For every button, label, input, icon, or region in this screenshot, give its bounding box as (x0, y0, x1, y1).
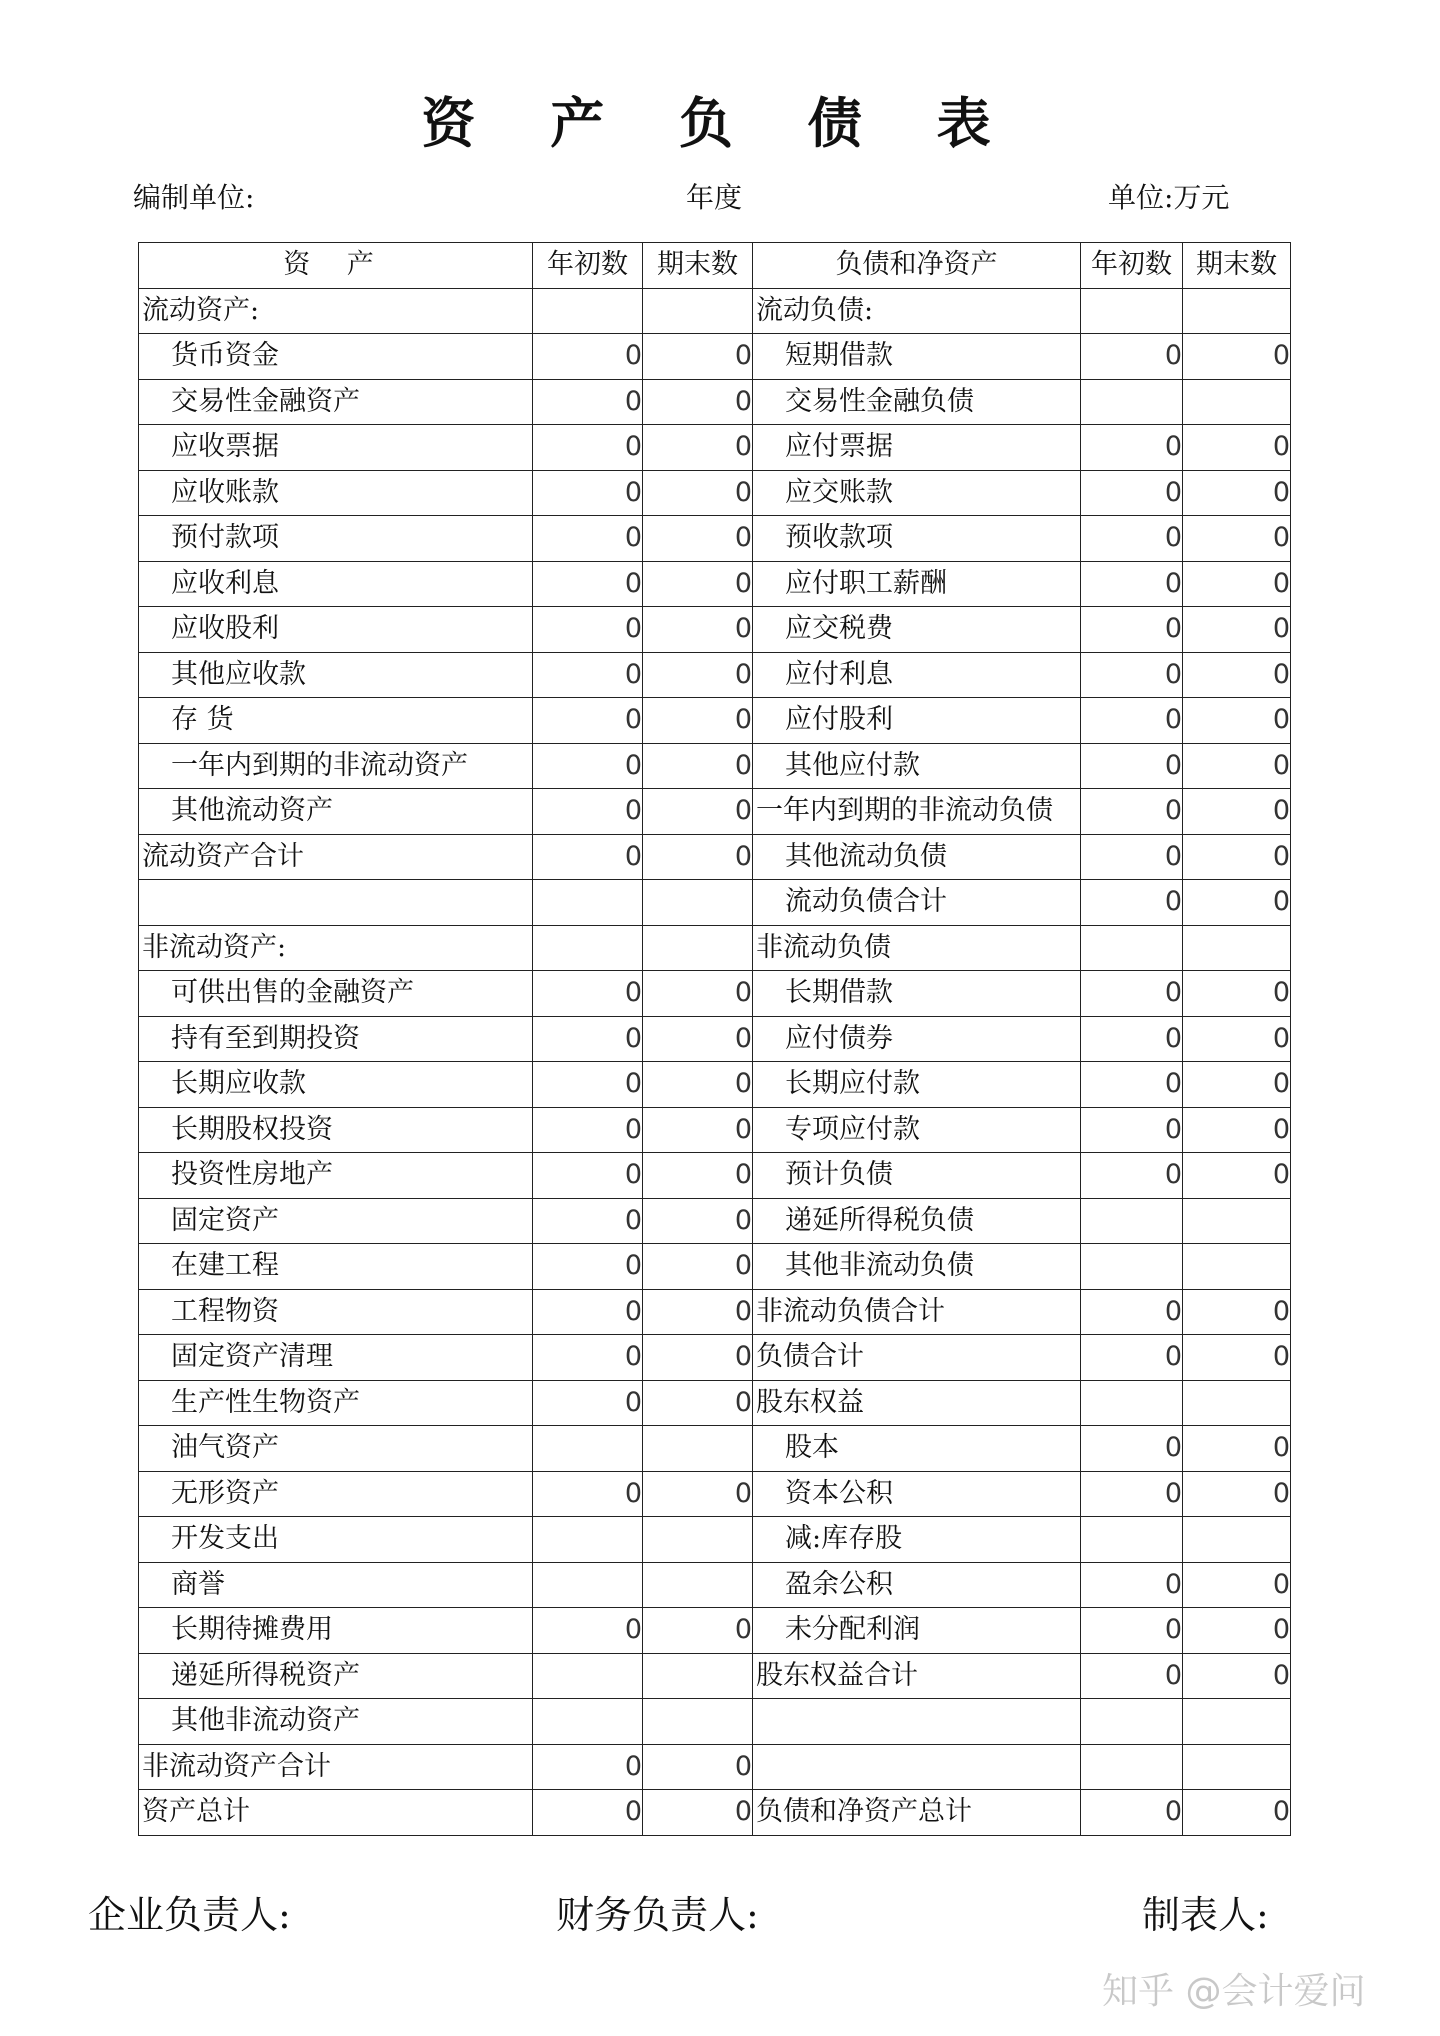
table-row (139, 1198, 1291, 1244)
asset-item-cell: 长期股权投资 (139, 1107, 533, 1153)
asset-begin-cell: 0 (533, 1744, 643, 1790)
asset-end-cell: 0 (643, 1198, 753, 1244)
asset-begin-cell: 0 (533, 1198, 643, 1244)
asset-item-cell: 可供出售的金融资产 (139, 971, 533, 1017)
liability-item-cell: 一年内到期的非流动负债 (753, 789, 1081, 835)
table-row (139, 1062, 1291, 1108)
asset-end-cell: 0 (643, 971, 753, 1017)
table-row (139, 1244, 1291, 1290)
liability-begin-cell: 0 (1081, 1289, 1183, 1335)
asset-end-cell (643, 288, 753, 334)
table-row (139, 925, 1291, 971)
table-row (139, 288, 1291, 334)
asset-item-cell: 资产总计 (139, 1790, 533, 1836)
asset-item-cell: 货币资金 (139, 334, 533, 380)
liability-item-cell: 其他应付款 (753, 743, 1081, 789)
liability-item-cell: 流动负债合计 (753, 880, 1081, 926)
liability-item-cell: 流动负债: (753, 288, 1081, 334)
liability-begin-cell: 0 (1081, 698, 1183, 744)
asset-begin-cell: 0 (533, 1790, 643, 1836)
asset-end-cell: 0 (643, 1062, 753, 1108)
table-row (139, 1699, 1291, 1745)
liability-end-cell: 0 (1183, 834, 1291, 880)
liability-end-cell: 0 (1183, 516, 1291, 562)
liability-end-cell: 0 (1183, 1426, 1291, 1472)
table-row (139, 1289, 1291, 1335)
liability-begin-cell: 0 (1081, 1062, 1183, 1108)
table-row (139, 1517, 1291, 1563)
liability-item-cell: 预收款项 (753, 516, 1081, 562)
liability-end-cell (1183, 288, 1291, 334)
asset-begin-cell: 0 (533, 743, 643, 789)
asset-begin-cell (533, 1562, 643, 1608)
asset-item-cell: 油气资产 (139, 1426, 533, 1472)
liability-item-cell: 应付股利 (753, 698, 1081, 744)
asset-item-cell: 生产性生物资产 (139, 1380, 533, 1426)
asset-item-cell: 非流动资产合计 (139, 1744, 533, 1790)
liability-item-cell: 应付利息 (753, 652, 1081, 698)
table-body (139, 288, 1291, 1835)
asset-item-cell: 非流动资产: (139, 925, 533, 971)
asset-begin-cell: 0 (533, 1107, 643, 1153)
page-title: 资 产 负 债 表 (421, 91, 1019, 155)
liability-begin-cell: 0 (1081, 1790, 1183, 1836)
liability-end-cell: 0 (1183, 425, 1291, 471)
liability-end-cell: 0 (1183, 470, 1291, 516)
table-row (139, 1380, 1291, 1426)
liability-begin-cell (1081, 925, 1183, 971)
liability-item-cell: 非流动负债合计 (753, 1289, 1081, 1335)
preparing-unit-label: 编制单位: (133, 181, 255, 214)
liability-end-cell: 0 (1183, 607, 1291, 653)
table-row (139, 1107, 1291, 1153)
table-row (139, 516, 1291, 562)
asset-begin-cell: 0 (533, 1062, 643, 1108)
liability-begin-cell: 0 (1081, 971, 1183, 1017)
asset-end-cell: 0 (643, 789, 753, 835)
table-row (139, 789, 1291, 835)
table-row (139, 607, 1291, 653)
asset-end-cell: 0 (643, 1380, 753, 1426)
liability-item-cell: 应付债券 (753, 1016, 1081, 1062)
asset-begin-cell: 0 (533, 1335, 643, 1381)
table-row (139, 1653, 1291, 1699)
table-row (139, 698, 1291, 744)
asset-begin-cell (533, 1517, 643, 1563)
liability-item-cell: 股本 (753, 1426, 1081, 1472)
footer-preparer-label: 制表人: (1142, 1893, 1269, 1937)
asset-begin-cell: 0 (533, 1471, 643, 1517)
asset-end-cell: 0 (643, 652, 753, 698)
liability-end-cell: 0 (1183, 698, 1291, 744)
table-header-row (139, 243, 1291, 289)
liability-begin-cell (1081, 1517, 1183, 1563)
liability-end-cell (1183, 1244, 1291, 1290)
asset-begin-cell: 0 (533, 1244, 643, 1290)
asset-item-cell: 其他非流动资产 (139, 1699, 533, 1745)
liability-begin-cell: 0 (1081, 1653, 1183, 1699)
liability-begin-cell (1081, 1244, 1183, 1290)
asset-end-cell: 0 (643, 834, 753, 880)
asset-begin-cell: 0 (533, 1380, 643, 1426)
asset-item-cell: 应收利息 (139, 561, 533, 607)
table-row (139, 1335, 1291, 1381)
liability-begin-cell: 0 (1081, 1107, 1183, 1153)
asset-item-cell: 应收股利 (139, 607, 533, 653)
liability-begin-cell (1081, 1198, 1183, 1244)
table-row (139, 1744, 1291, 1790)
asset-item-cell (139, 880, 533, 926)
liability-item-cell: 减:库存股 (753, 1517, 1081, 1563)
asset-end-cell: 0 (643, 1289, 753, 1335)
liability-begin-cell: 0 (1081, 561, 1183, 607)
asset-begin-cell (533, 1426, 643, 1472)
asset-end-cell: 0 (643, 743, 753, 789)
asset-begin-cell: 0 (533, 334, 643, 380)
asset-item-cell: 预付款项 (139, 516, 533, 562)
asset-end-cell: 0 (643, 379, 753, 425)
asset-begin-cell: 0 (533, 379, 643, 425)
asset-end-cell: 0 (643, 698, 753, 744)
liability-begin-cell: 0 (1081, 880, 1183, 926)
watermark: 知乎 @会计爱问 (1102, 1971, 1366, 2012)
liability-end-cell: 0 (1183, 1107, 1291, 1153)
asset-end-cell (643, 1653, 753, 1699)
asset-end-cell: 0 (643, 334, 753, 380)
liability-begin-cell: 0 (1081, 334, 1183, 380)
asset-begin-cell: 0 (533, 516, 643, 562)
year-label: 年度 (686, 181, 743, 214)
liability-end-cell: 0 (1183, 880, 1291, 926)
liability-begin-cell: 0 (1081, 1335, 1183, 1381)
liability-item-cell: 非流动负债 (753, 925, 1081, 971)
asset-begin-cell (533, 925, 643, 971)
liability-item-cell: 负债和净资产总计 (753, 1790, 1081, 1836)
asset-end-cell (643, 1517, 753, 1563)
liability-end-cell: 0 (1183, 1471, 1291, 1517)
asset-item-cell: 开发支出 (139, 1517, 533, 1563)
liability-end-cell: 0 (1183, 789, 1291, 835)
asset-begin-cell: 0 (533, 971, 643, 1017)
liability-begin-cell: 0 (1081, 1471, 1183, 1517)
liability-item-cell: 应付票据 (753, 425, 1081, 471)
liability-item-cell: 股东权益 (753, 1380, 1081, 1426)
liability-end-cell: 0 (1183, 1653, 1291, 1699)
liability-item-cell: 负债合计 (753, 1335, 1081, 1381)
liability-end-cell: 0 (1183, 1153, 1291, 1199)
header-liability: 负债和净资产 (753, 243, 1081, 289)
liability-begin-cell (1081, 1699, 1183, 1745)
liability-end-cell (1183, 1380, 1291, 1426)
liability-begin-cell: 0 (1081, 1426, 1183, 1472)
table-row (139, 334, 1291, 380)
liability-end-cell (1183, 925, 1291, 971)
liability-begin-cell: 0 (1081, 834, 1183, 880)
liability-begin-cell: 0 (1081, 425, 1183, 471)
table-row (139, 425, 1291, 471)
liability-end-cell: 0 (1183, 1062, 1291, 1108)
asset-item-cell: 固定资产 (139, 1198, 533, 1244)
liability-item-cell (753, 1744, 1081, 1790)
currency-unit-label: 单位:万元 (1108, 181, 1230, 214)
asset-end-cell: 0 (643, 470, 753, 516)
liability-begin-cell: 0 (1081, 652, 1183, 698)
asset-end-cell: 0 (643, 1744, 753, 1790)
liability-end-cell (1183, 1198, 1291, 1244)
table-row (139, 470, 1291, 516)
liability-begin-cell (1081, 1744, 1183, 1790)
asset-begin-cell: 0 (533, 1153, 643, 1199)
asset-begin-cell (533, 288, 643, 334)
asset-item-cell: 在建工程 (139, 1244, 533, 1290)
asset-item-cell: 交易性金融资产 (139, 379, 533, 425)
asset-begin-cell (533, 1653, 643, 1699)
liability-item-cell: 应交税费 (753, 607, 1081, 653)
asset-item-cell: 商誉 (139, 1562, 533, 1608)
asset-item-cell: 应收账款 (139, 470, 533, 516)
balance-sheet-table (138, 242, 1291, 1836)
liability-begin-cell: 0 (1081, 1562, 1183, 1608)
asset-item-cell: 无形资产 (139, 1471, 533, 1517)
liability-item-cell: 短期借款 (753, 334, 1081, 380)
liability-item-cell: 资本公积 (753, 1471, 1081, 1517)
asset-end-cell: 0 (643, 516, 753, 562)
liability-end-cell: 0 (1183, 1016, 1291, 1062)
liability-item-cell: 未分配利润 (753, 1608, 1081, 1654)
asset-begin-cell: 0 (533, 652, 643, 698)
liability-item-cell: 应交账款 (753, 470, 1081, 516)
table-row (139, 1790, 1291, 1836)
asset-end-cell: 0 (643, 607, 753, 653)
liability-item-cell: 其他非流动负债 (753, 1244, 1081, 1290)
asset-end-cell: 0 (643, 1153, 753, 1199)
asset-end-cell: 0 (643, 1335, 753, 1381)
asset-begin-cell: 0 (533, 561, 643, 607)
liability-begin-cell: 0 (1081, 516, 1183, 562)
footer-manager-label: 企业负责人: (88, 1893, 291, 1937)
asset-end-cell: 0 (643, 1107, 753, 1153)
asset-item-cell: 固定资产清理 (139, 1335, 533, 1381)
liability-begin-cell: 0 (1081, 1016, 1183, 1062)
asset-end-cell (643, 880, 753, 926)
header-asset: 资 产 (139, 243, 533, 289)
asset-item-cell: 应收票据 (139, 425, 533, 471)
liability-end-cell: 0 (1183, 561, 1291, 607)
table-row (139, 1562, 1291, 1608)
asset-begin-cell: 0 (533, 698, 643, 744)
liability-item-cell: 其他流动负债 (753, 834, 1081, 880)
liability-end-cell: 0 (1183, 971, 1291, 1017)
liability-item-cell: 长期借款 (753, 971, 1081, 1017)
table-row (139, 652, 1291, 698)
liability-begin-cell: 0 (1081, 789, 1183, 835)
liability-end-cell: 0 (1183, 1608, 1291, 1654)
asset-item-cell: 一年内到期的非流动资产 (139, 743, 533, 789)
asset-item-cell: 其他应收款 (139, 652, 533, 698)
liability-begin-cell: 0 (1081, 1153, 1183, 1199)
asset-end-cell (643, 1562, 753, 1608)
table-row (139, 834, 1291, 880)
table-row (139, 1471, 1291, 1517)
liability-item-cell: 预计负债 (753, 1153, 1081, 1199)
asset-item-cell: 其他流动资产 (139, 789, 533, 835)
asset-begin-cell (533, 880, 643, 926)
asset-end-cell (643, 925, 753, 971)
asset-end-cell: 0 (643, 1244, 753, 1290)
liability-begin-cell (1081, 288, 1183, 334)
asset-item-cell: 存 货 (139, 698, 533, 744)
asset-end-cell (643, 1426, 753, 1472)
asset-end-cell: 0 (643, 1790, 753, 1836)
liability-end-cell: 0 (1183, 1289, 1291, 1335)
asset-end-cell: 0 (643, 561, 753, 607)
liability-begin-cell: 0 (1081, 607, 1183, 653)
asset-begin-cell: 0 (533, 834, 643, 880)
liability-item-cell: 递延所得税负债 (753, 1198, 1081, 1244)
liability-item-cell: 盈余公积 (753, 1562, 1081, 1608)
asset-item-cell: 流动资产合计 (139, 834, 533, 880)
liability-end-cell: 0 (1183, 1562, 1291, 1608)
asset-end-cell: 0 (643, 1471, 753, 1517)
table-row (139, 379, 1291, 425)
liability-item-cell: 股东权益合计 (753, 1653, 1081, 1699)
asset-begin-cell: 0 (533, 1608, 643, 1654)
liability-end-cell: 0 (1183, 334, 1291, 380)
asset-item-cell: 工程物资 (139, 1289, 533, 1335)
asset-item-cell: 流动资产: (139, 288, 533, 334)
liability-item-cell: 交易性金融负债 (753, 379, 1081, 425)
asset-item-cell: 长期应收款 (139, 1062, 533, 1108)
table-row (139, 1426, 1291, 1472)
table-row (139, 971, 1291, 1017)
liability-begin-cell (1081, 1380, 1183, 1426)
table-row (139, 1608, 1291, 1654)
asset-begin-cell: 0 (533, 607, 643, 653)
header-liability-end: 期末数 (1183, 243, 1291, 289)
liability-end-cell (1183, 1744, 1291, 1790)
asset-end-cell: 0 (643, 1016, 753, 1062)
liability-end-cell (1183, 1517, 1291, 1563)
asset-begin-cell: 0 (533, 425, 643, 471)
liability-end-cell: 0 (1183, 743, 1291, 789)
footer-finance-label: 财务负责人: (556, 1893, 759, 1937)
liability-item-cell: 专项应付款 (753, 1107, 1081, 1153)
asset-end-cell: 0 (643, 1608, 753, 1654)
header-asset-end: 期末数 (643, 243, 753, 289)
asset-item-cell: 递延所得税资产 (139, 1653, 533, 1699)
liability-item-cell (753, 1699, 1081, 1745)
liability-begin-cell: 0 (1081, 470, 1183, 516)
asset-item-cell: 长期待摊费用 (139, 1608, 533, 1654)
asset-end-cell: 0 (643, 425, 753, 471)
asset-begin-cell: 0 (533, 470, 643, 516)
header-liability-begin: 年初数 (1081, 243, 1183, 289)
table-row (139, 880, 1291, 926)
table-row (139, 743, 1291, 789)
liability-begin-cell (1081, 379, 1183, 425)
header-asset-begin: 年初数 (533, 243, 643, 289)
asset-begin-cell: 0 (533, 1016, 643, 1062)
liability-end-cell: 0 (1183, 1335, 1291, 1381)
asset-begin-cell: 0 (533, 1289, 643, 1335)
table-row (139, 1153, 1291, 1199)
liability-end-cell: 0 (1183, 1790, 1291, 1836)
liability-end-cell: 0 (1183, 652, 1291, 698)
asset-begin-cell (533, 1699, 643, 1745)
liability-end-cell (1183, 1699, 1291, 1745)
liability-begin-cell: 0 (1081, 1608, 1183, 1654)
table-row (139, 1016, 1291, 1062)
liability-begin-cell: 0 (1081, 743, 1183, 789)
liability-item-cell: 应付职工薪酬 (753, 561, 1081, 607)
table-row (139, 561, 1291, 607)
asset-item-cell: 投资性房地产 (139, 1153, 533, 1199)
asset-item-cell: 持有至到期投资 (139, 1016, 533, 1062)
liability-item-cell: 长期应付款 (753, 1062, 1081, 1108)
liability-end-cell (1183, 379, 1291, 425)
asset-begin-cell: 0 (533, 789, 643, 835)
asset-end-cell (643, 1699, 753, 1745)
